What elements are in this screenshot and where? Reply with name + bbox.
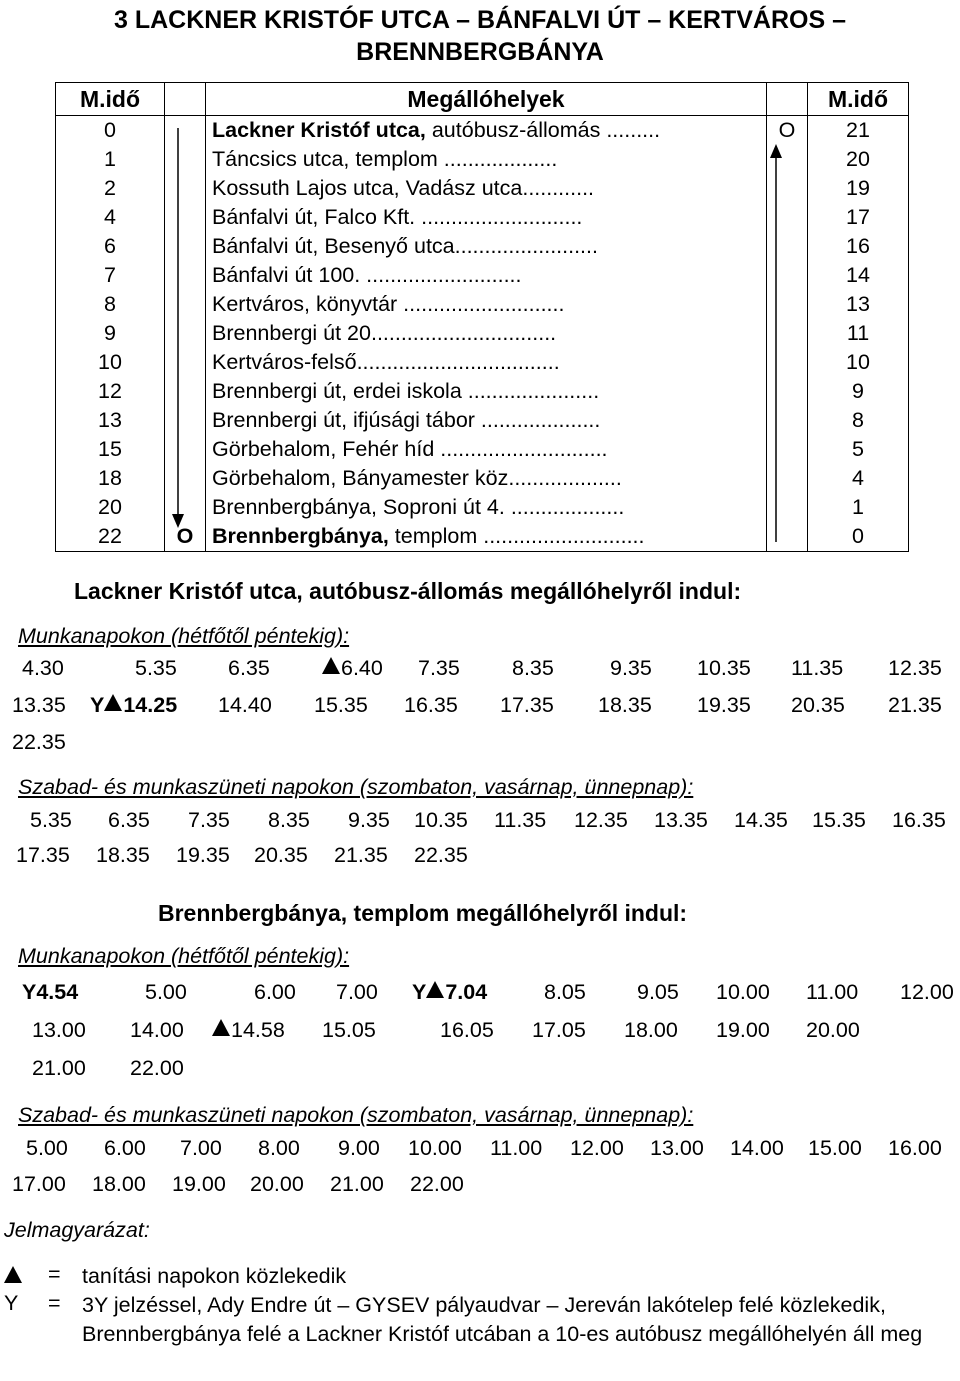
departure-time: [791, 693, 845, 718]
return-time: 20: [808, 145, 909, 174]
header-mark-return: [767, 83, 808, 116]
departure-time-value: 20.35: [254, 843, 308, 867]
section1-workdays-label: Munkanapokon (hétfőtől péntekig):: [18, 624, 350, 648]
departure-time-value: 15.35: [314, 693, 368, 717]
departure-time: [414, 808, 468, 833]
terminal-mark-outbound: [165, 435, 206, 464]
section1-workdays-row3: [0, 730, 960, 760]
outbound-time: 6: [56, 232, 165, 261]
departure-time: [176, 843, 230, 868]
departure-time: [610, 656, 652, 681]
stop-name-text: Brennbergi út, erdei iskola ......................: [212, 379, 600, 403]
triangle-icon: [104, 694, 122, 711]
header-mark-outbound: [165, 83, 206, 116]
outbound-time: 0: [56, 116, 165, 146]
return-time: 1: [808, 493, 909, 522]
stop-name: [206, 406, 767, 435]
departure-time: [12, 693, 66, 718]
departure-time-value: 17.35: [500, 693, 554, 717]
departure-time-value: 9.35: [610, 656, 652, 680]
departure-time: [268, 808, 310, 833]
terminal-mark-outbound: [165, 464, 206, 493]
departure-time: [734, 808, 788, 833]
outbound-time: 7: [56, 261, 165, 290]
section2-holidays-row2: [0, 1172, 960, 1202]
departure-time-value: 21.35: [334, 843, 388, 867]
stop-name-text: Kertváros, könyvtár ...........................: [212, 292, 565, 316]
departure-time: [716, 980, 770, 1005]
departure-time: [338, 1136, 380, 1161]
departure-time: [212, 1018, 285, 1043]
return-time: 4: [808, 464, 909, 493]
outbound-time: 13: [56, 406, 165, 435]
outbound-time: 10: [56, 348, 165, 377]
departure-time-value: 10.35: [697, 656, 751, 680]
departure-time: [130, 1056, 184, 1081]
header-stops: Megállóhelyek: [206, 83, 767, 116]
terminal-mark-outbound: [165, 319, 206, 348]
y-mark: Y: [22, 980, 37, 1004]
departure-time-value: 18.00: [92, 1172, 146, 1196]
departure-time-value: 20.00: [806, 1018, 860, 1042]
outbound-time: 9: [56, 319, 165, 348]
departure-time-value: 7.35: [188, 808, 230, 832]
departure-time-value: 10.00: [716, 980, 770, 1004]
departure-time: [254, 980, 296, 1005]
departure-time-value: 9.05: [637, 980, 679, 1004]
return-time: 0: [808, 522, 909, 552]
departure-time-value: 22.00: [130, 1056, 184, 1080]
departure-time-value: 12.35: [888, 656, 942, 680]
departure-time: [697, 656, 751, 681]
stop-name-text: templom ...........................: [388, 524, 645, 548]
departure-time-value: 13.00: [32, 1018, 86, 1042]
stop-name: [206, 464, 767, 493]
stop-name-text: Kertváros-felső..................................: [212, 350, 560, 374]
terminal-mark-outbound: [165, 290, 206, 319]
departure-time-value: 18.00: [624, 1018, 678, 1042]
departure-time-value: 12.00: [900, 980, 954, 1004]
departure-time: [228, 656, 270, 681]
departure-time-value: 15.00: [808, 1136, 862, 1160]
departure-time-value: 7.00: [180, 1136, 222, 1160]
departure-time: [180, 1136, 222, 1161]
stop-name-text: Kossuth Lajos utca, Vadász utca............: [212, 176, 595, 200]
departure-time-value: 11.00: [490, 1136, 543, 1160]
departure-time: [791, 656, 843, 681]
departure-time-value: 19.00: [172, 1172, 226, 1196]
departure-time-value: 4.54: [36, 980, 79, 1004]
departure-time: [30, 808, 72, 833]
departure-time-value: 15.05: [322, 1018, 376, 1042]
section1-holidays-label: Szabad- és munkaszüneti napokon (szombaton, vasárnap, ünnepnap):: [18, 775, 694, 799]
departure-time: [16, 843, 70, 868]
stop-name-text: Bánfalvi út, Falco Kft. ...........................: [212, 205, 583, 229]
departure-time-value: 19.35: [176, 843, 230, 867]
departure-time: [322, 656, 383, 681]
departure-time: [624, 1018, 678, 1043]
departure-time-value: 12.35: [574, 808, 628, 832]
departure-time-value: 12.00: [570, 1136, 624, 1160]
title-line-2: BRENNBERGBÁNYA: [356, 38, 604, 66]
departure-time: [12, 730, 66, 755]
terminal-mark-outbound: [165, 203, 206, 232]
departure-time-value: 22.35: [414, 843, 468, 867]
departure-time-value: 10.00: [408, 1136, 462, 1160]
departure-time: [12, 1172, 66, 1197]
departure-time-value: 18.35: [598, 693, 652, 717]
stop-name: [206, 232, 767, 261]
page-title: [0, 4, 960, 68]
return-time: 17: [808, 203, 909, 232]
outbound-time: 2: [56, 174, 165, 203]
departure-time: [188, 808, 230, 833]
departure-time: [145, 980, 187, 1005]
departure-time: [334, 843, 388, 868]
departure-time: [92, 1172, 146, 1197]
header-time-outbound: M.idő: [56, 83, 165, 116]
title-line-1: 3 LACKNER KRISTÓF UTCA – BÁNFALVI ÚT – KERTVÁROS –: [114, 6, 846, 34]
departure-time: [90, 693, 177, 718]
return-time: 13: [808, 290, 909, 319]
terminal-mark-outbound: [165, 145, 206, 174]
outbound-time: 8: [56, 290, 165, 319]
departure-time-value: 8.35: [268, 808, 310, 832]
departure-time: [408, 1136, 462, 1161]
departure-time: [418, 656, 460, 681]
departure-time: [637, 980, 679, 1005]
outbound-time: 20: [56, 493, 165, 522]
stop-name-text: Bánfalvi út, Besenyő utca........................: [212, 234, 598, 258]
return-time: 14: [808, 261, 909, 290]
y-mark: Y: [90, 693, 105, 717]
legend-y-text: 3Y jelzéssel, Ady Endre út – GYSEV pályaudvar – Jereván lakótelep felé közlekedik, Brennbergbánya felé a Lackner Kristóf utcában a 10-es autóbusz megállóhelyén áll meg: [82, 1293, 923, 1346]
departure-time: [892, 808, 946, 833]
stop-name: [206, 493, 767, 522]
stop-name-text: Táncsics utca, templom ...................: [212, 147, 558, 171]
terminal-mark-outbound: [165, 493, 206, 522]
departure-time-value: 8.05: [544, 980, 586, 1004]
section1-workdays-row1: [0, 656, 960, 686]
departure-time: [330, 1172, 384, 1197]
stop-name: [206, 261, 767, 290]
departure-time-value: 7.35: [418, 656, 460, 680]
stop-name: [206, 435, 767, 464]
departure-time: [314, 693, 368, 718]
outbound-time: 22: [56, 522, 165, 552]
departure-time: [440, 1018, 494, 1043]
triangle-icon: [4, 1265, 28, 1290]
section2-holidays-row1: [0, 1136, 960, 1166]
departure-time: [104, 1136, 146, 1161]
departure-time: [500, 693, 554, 718]
departure-time: [410, 1172, 464, 1197]
departure-time-value: 16.05: [440, 1018, 494, 1042]
departure-time-value: 15.35: [812, 808, 866, 832]
stop-name: [206, 203, 767, 232]
terminal-mark-outbound: O: [165, 522, 206, 552]
stop-name: [206, 145, 767, 174]
stop-name: [206, 377, 767, 406]
departure-time: [26, 1136, 68, 1161]
departure-time: [96, 843, 150, 868]
legend-eq: =: [48, 1291, 61, 1315]
legend-item-y: [0, 1291, 960, 1381]
departure-time: [650, 1136, 704, 1161]
section1-heading: Lackner Kristóf utca, autóbusz-állomás megállóhelyről indul:: [74, 578, 742, 604]
departure-time: [32, 1056, 86, 1081]
departure-time: [348, 808, 390, 833]
stop-name: [206, 348, 767, 377]
departure-time-value: 20.35: [791, 693, 845, 717]
departure-time: [598, 693, 652, 718]
terminal-mark-outbound: [165, 348, 206, 377]
triangle-icon: [426, 981, 444, 998]
departure-time-value: 19.00: [716, 1018, 770, 1042]
outbound-time: 15: [56, 435, 165, 464]
departure-time-value: 21.00: [32, 1056, 86, 1080]
departure-time-value: 9.35: [348, 808, 390, 832]
departure-time-value: 13.00: [650, 1136, 704, 1160]
departure-time: [32, 1018, 86, 1043]
terminal-mark-outbound: [165, 406, 206, 435]
departure-time: [412, 980, 487, 1005]
header-time-return: M.idő: [808, 83, 909, 116]
stop-name: [206, 522, 767, 552]
departure-time: [806, 1018, 860, 1043]
departure-time: [654, 808, 708, 833]
stop-name-text: Brennbergi út 20...............................: [212, 321, 557, 345]
y-mark: Y: [412, 980, 427, 1004]
section1-holidays-row2: [0, 843, 960, 873]
section2-workdays-row1: [0, 980, 960, 1010]
departure-time-value: 20.00: [250, 1172, 304, 1196]
departure-time-value: 7.04: [445, 980, 488, 1004]
terminal-mark-outbound: [165, 232, 206, 261]
departure-time-value: 5.00: [26, 1136, 68, 1160]
stop-name-text: Bánfalvi út 100. ..........................: [212, 263, 522, 287]
departure-time: [22, 980, 78, 1005]
departure-time: [512, 656, 554, 681]
departure-time: [135, 656, 177, 681]
return-time: 5: [808, 435, 909, 464]
return-time: 8: [808, 406, 909, 435]
stop-name-text: Brennbergbánya, Soproni út 4. ...................: [212, 495, 625, 519]
departure-time-value: 11.35: [494, 808, 547, 832]
departure-time: [108, 808, 150, 833]
terminal-mark-return: O: [767, 116, 808, 146]
section2-workdays-label: Munkanapokon (hétfőtől péntekig):: [18, 944, 350, 968]
departure-time-value: 14.00: [130, 1018, 184, 1042]
route-table-header: [56, 83, 909, 116]
stop-name-text: autóbusz-állomás .........: [425, 118, 661, 142]
outbound-time: 18: [56, 464, 165, 493]
departure-time-value: 16.00: [888, 1136, 942, 1160]
departure-time-value: 6.00: [254, 980, 296, 1004]
departure-time: [730, 1136, 784, 1161]
departure-time: [716, 1018, 770, 1043]
return-time: 16: [808, 232, 909, 261]
departure-time: [574, 808, 628, 833]
section2-workdays-row3: [0, 1056, 960, 1086]
departure-time-value: 8.35: [512, 656, 554, 680]
section1-holidays-row1: [0, 808, 960, 838]
departure-time-value: 14.00: [730, 1136, 784, 1160]
departure-time-value: 17.35: [16, 843, 70, 867]
departure-time: [888, 693, 942, 718]
departure-time-value: 10.35: [414, 808, 468, 832]
return-time: 9: [808, 377, 909, 406]
departure-time: [336, 980, 378, 1005]
stop-name-bold: Lackner Kristóf utca,: [212, 118, 426, 142]
departure-time: [218, 693, 272, 718]
departure-time-value: 19.35: [697, 693, 751, 717]
stop-name: [206, 290, 767, 319]
departure-time: [130, 1018, 184, 1043]
departure-time-value: 14.35: [734, 808, 788, 832]
legend-heading: Jelmagyarázat:: [4, 1218, 150, 1242]
section2-heading: Brennbergbánya, templom megállóhelyről indul:: [158, 900, 688, 926]
departure-time-value: 14.58: [231, 1018, 285, 1042]
outbound-time: 1: [56, 145, 165, 174]
departure-time-value: 21.35: [888, 693, 942, 717]
departure-time: [490, 1136, 542, 1161]
departure-time: [888, 1136, 942, 1161]
arrow-up-icon: [770, 144, 782, 542]
stop-name-text: Görbehalom, Fehér híd ............................: [212, 437, 608, 461]
departure-time-value: 9.00: [338, 1136, 380, 1160]
outbound-time: 4: [56, 203, 165, 232]
departure-time-value: 6.00: [104, 1136, 146, 1160]
legend-item-triangle: [0, 1262, 960, 1292]
outbound-time: 12: [56, 377, 165, 406]
departure-time-value: 22.35: [12, 730, 66, 754]
stop-name: [206, 319, 767, 348]
section2-holidays-label: Szabad- és munkaszüneti napokon (szombaton, vasárnap, ünnepnap):: [18, 1103, 694, 1127]
departure-time-value: 6.40: [341, 656, 383, 680]
legend-triangle-text: tanítási napokon közlekedik: [82, 1264, 347, 1288]
departure-time: [888, 656, 942, 681]
terminal-mark-outbound: [165, 261, 206, 290]
departure-time-value: 4.30: [22, 656, 64, 680]
departure-time-value: 5.00: [145, 980, 187, 1004]
departure-time: [808, 1136, 862, 1161]
triangle-icon: [322, 657, 340, 674]
departure-time: [404, 693, 458, 718]
legend-eq: =: [48, 1262, 61, 1286]
terminal-mark-outbound: [165, 377, 206, 406]
departure-time-value: 17.00: [12, 1172, 66, 1196]
triangle-icon: [212, 1019, 230, 1036]
departure-time-value: 5.35: [135, 656, 177, 680]
legend-y-symbol: Y: [4, 1291, 19, 1315]
section2-workdays-row2: [0, 1018, 960, 1048]
departure-time-value: 11.35: [791, 656, 844, 680]
stop-name: [206, 174, 767, 203]
departure-time-value: 14.40: [218, 693, 272, 717]
departure-time-value: 11.00: [806, 980, 859, 1004]
stop-name-text: Görbehalom, Bányamester köz...................: [212, 466, 622, 490]
departure-time: [414, 843, 468, 868]
departure-time-value: 21.00: [330, 1172, 384, 1196]
departure-time: [544, 980, 586, 1005]
departure-time: [250, 1172, 304, 1197]
departure-time-value: 6.35: [228, 656, 270, 680]
departure-time: [22, 656, 64, 681]
departure-time-value: 16.35: [892, 808, 946, 832]
stop-name-bold: Brennbergbánya,: [212, 524, 389, 548]
departure-time-value: 13.35: [12, 693, 66, 717]
departure-time-value: 17.05: [532, 1018, 586, 1042]
departure-time: [900, 980, 954, 1005]
return-time: 21: [808, 116, 909, 146]
departure-time-value: 13.35: [654, 808, 708, 832]
departure-time-value: 22.00: [410, 1172, 464, 1196]
departure-time: [254, 843, 308, 868]
terminal-mark-outbound: [165, 174, 206, 203]
departure-time: [812, 808, 866, 833]
departure-time: [172, 1172, 226, 1197]
return-time: 10: [808, 348, 909, 377]
departure-time-value: 6.35: [108, 808, 150, 832]
departure-time-value: 14.25: [123, 693, 178, 717]
departure-time-value: 7.00: [336, 980, 378, 1004]
departure-time: [697, 693, 751, 718]
departure-time: [806, 980, 858, 1005]
departure-time: [570, 1136, 624, 1161]
return-time: 19: [808, 174, 909, 203]
terminal-mark-outbound: [165, 116, 206, 146]
arrow-down-icon: [172, 128, 184, 528]
departure-time: [532, 1018, 586, 1043]
stop-name: [206, 116, 767, 146]
departure-time-value: 5.35: [30, 808, 72, 832]
section1-workdays-row2: [0, 693, 960, 723]
departure-time: [494, 808, 546, 833]
departure-time-value: 8.00: [258, 1136, 300, 1160]
departure-time: [258, 1136, 300, 1161]
return-time: 11: [808, 319, 909, 348]
departure-time-value: 18.35: [96, 843, 150, 867]
departure-time: [322, 1018, 376, 1043]
stop-name-text: Brennbergi út, ifjúsági tábor ....................: [212, 408, 601, 432]
departure-time-value: 16.35: [404, 693, 458, 717]
